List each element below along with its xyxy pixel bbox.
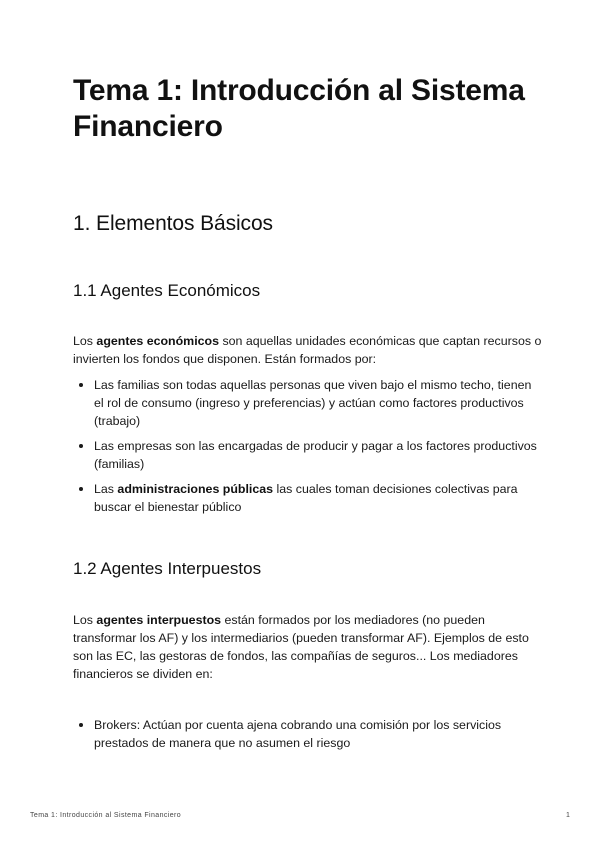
paragraph-text-suffix: son aquellas unidades económicas que captan recursos o invierten los fondos que disponen. Están formados por: [73,334,542,366]
bullet-icon [79,487,83,491]
footer-page-number: 1 [566,812,570,819]
bold-term-administraciones-publicas: administraciones públicas [117,482,274,496]
list-item-empresas [73,437,543,473]
subsection-heading-agentes-interpuestos: 1.2 Agentes Interpuestos [73,559,262,578]
subsection-heading-agentes-economicos: 1.1 Agentes Económicos [73,281,261,300]
list-item-brokers [73,716,543,752]
list-item-text: Las empresas son las encargadas de producir y pagar a los factores productivos (familias) [94,439,537,471]
paragraph-text-prefix: Los [73,334,97,348]
page-title: Tema 1: Introducción al Sistema Financiero [73,74,525,143]
paragraph-agentes-economicos [73,332,543,368]
paragraph-text-prefix: Los [73,613,97,627]
bullet-list-mediadores [73,716,543,752]
bullet-icon [79,444,83,448]
paragraph-agentes-interpuestos [73,611,543,683]
list-item-administraciones [73,480,543,516]
bullet-list-agentes-economicos [73,376,543,516]
bullet-icon [79,723,83,727]
bullet-icon [79,383,83,387]
list-item-text-suffix: las cuales toman decisiones colectivas para buscar el bienestar público [94,482,518,514]
paragraph-text-suffix: están formados por los mediadores (no pueden transformar los AF) y los intermediarios (pueden transformar AF). Ejemplos de esto son las EC, las gestoras de fondos, las compañías de seguros... Los mediadores financieros se dividen en: [73,613,529,681]
bold-term-agentes-interpuestos: agentes interpuestos [96,613,222,627]
bold-term-agentes-economicos: agentes económicos [96,334,219,348]
list-item-familias [73,376,543,430]
footer-document-title: Tema 1: Introducción al Sistema Financiero [30,812,182,819]
list-item-text: Las familias son todas aquellas personas que viven bajo el mismo techo, tienen el rol de consumo (ingreso y preferencias) y actúan como factores productivos (trabajo) [94,378,532,428]
list-item-text-prefix: Las [94,482,118,496]
list-item-text: Brokers: Actúan por cuenta ajena cobrando una comisión por los servicios prestados de manera que no asumen el riesgo [94,718,502,750]
section-heading-elementos-basicos: 1. Elementos Básicos [73,212,273,235]
